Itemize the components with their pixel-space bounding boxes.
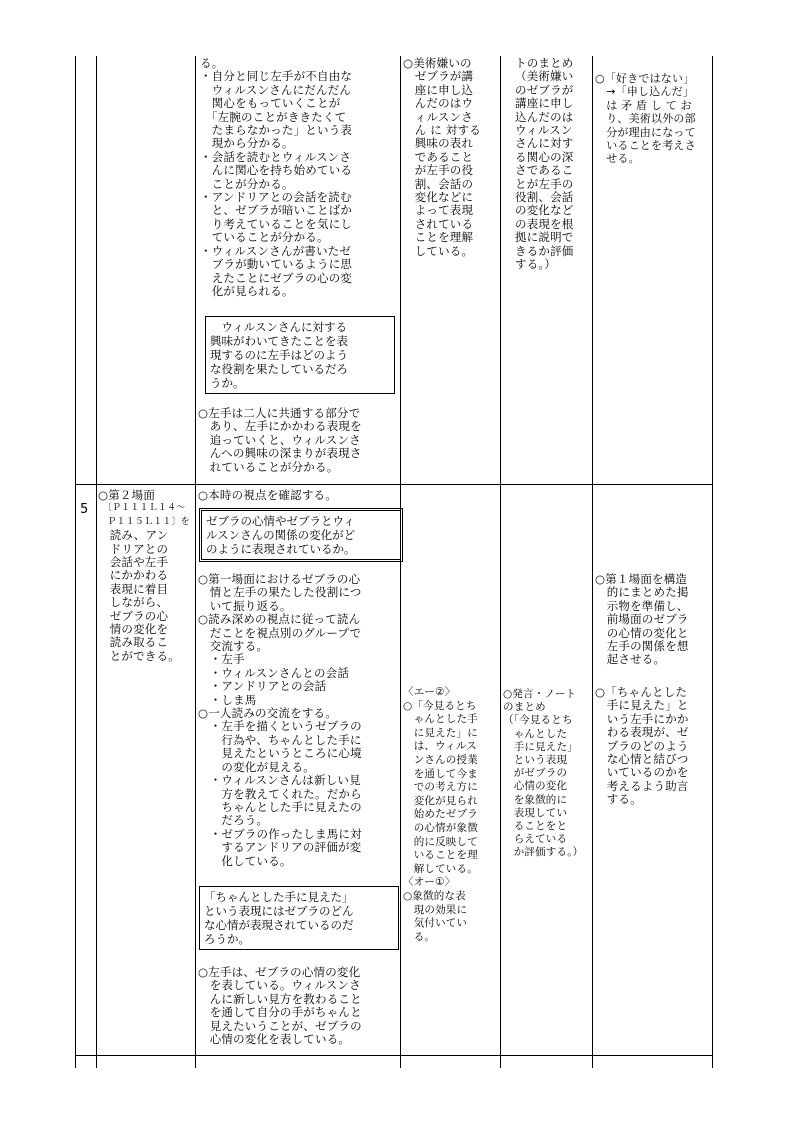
text-line: ゃんとした [503,727,568,740]
text-line: か評価する。） [503,846,584,859]
text-line: うか。 [210,376,245,390]
text-line: あり、左手にかかわる表現を [198,419,362,434]
prev-activity-lines-b [198,407,398,474]
text-line: な役割を果たしているだろ [210,362,348,376]
text-line: 起させる。 [595,652,666,667]
text-line: ろうか。 [204,932,250,946]
text-line: を通して今ま [403,767,478,780]
text-line: にかかわる [98,568,169,583]
text-line: 「ちゃんとした手に見えた」 [204,890,354,904]
text-line: せる。 [595,152,640,166]
text-line: ○読み深めの視点に従って読ん [198,612,361,627]
text-line: ○本時の視点を確認する。 [198,488,337,502]
text-line: 左手の関係を想 [595,639,689,654]
text-line: は 矛 盾 し て お [595,98,692,112]
text-line: な心情が表現されているのだ [204,918,354,932]
text-line: さであるこ [515,163,574,178]
text-line: ん に 対する [403,123,481,138]
text-line: 講座に申し [515,96,574,111]
question-box [205,316,395,394]
text-line: 情と左手の果たした役割につ [198,585,362,600]
text-line: ・ウィルスンさんとの会話 [198,665,350,680]
text-line: らえている [503,833,568,846]
text-line: と、ゼブラが暗いことばか [200,203,353,218]
text-line: よって表現 [403,203,474,218]
text-line: だろう。 [198,813,269,828]
text-line: とが左手の [515,176,574,191]
text-line: さんに対す [515,136,574,151]
text-line: 追っていくと、ウィルスンさ [198,432,361,447]
text-line: 現の効果に [403,903,468,916]
text-line: ○「今見るとち [403,699,477,712]
text-line: ウィルスンさんにだんだん [200,82,352,97]
text-line: 情の変化を [98,622,169,637]
text-line: 会話や左手 [98,555,169,570]
text-line: いることを考えさ [595,139,696,153]
text-line: ンさんの授業 [403,753,478,766]
text-line: ・自分と同じ左手が不自由な [200,69,353,84]
text-line: されている [403,216,474,231]
text-line: 座に申し込 [403,82,474,97]
text-line: 〈オー①〉 [403,876,456,889]
text-line: ゃんとした手 [403,713,478,726]
row5-goal [98,489,194,663]
text-line: いう左手にかか [595,711,689,726]
text-line: のように表現されているか。 [206,542,356,556]
text-line: えたことにゼブラの心の変 [200,270,353,285]
text-line: 手に見えた」 [503,740,578,753]
text-line: 化している。 [198,853,292,868]
row-divider [75,484,713,485]
text-line: り考えていることを気にし [200,216,353,231]
text-line: 的に反映して [403,835,478,848]
row5-activity-lines-b [198,966,398,1046]
prev-support [595,72,711,166]
text-line: だことを視点別のグループで [198,625,362,640]
row5-support-b [595,686,711,807]
table-divider-number [96,56,97,1068]
text-line: 見えたいうことが、ゼブラの [198,1018,362,1033]
text-line: 読み取るこ [98,635,169,650]
text-line: 〔Ｐ１１１Ｌ１４～ [98,503,186,514]
text-line: している。 [403,243,474,258]
text-line: きるか評価 [515,243,574,258]
text-line: ○「ちゃんとした [595,685,688,699]
text-line: 「左腕のことがききたくて [200,109,347,124]
text-line: 見えたというところに心境 [198,746,362,761]
text-line: ことを理解 [403,230,474,245]
text-line: での考え方に [403,781,478,794]
question-box [199,886,399,950]
text-line: ○発言・ノート [503,688,577,700]
text-line: しながら、 [98,595,169,610]
text-line: 読み、アン [98,528,169,543]
text-line: の心情の変化と [595,625,689,640]
text-line: る。 [200,56,224,70]
text-line: 的にまとめた掲 [595,585,689,600]
text-line: り、美術以外の部 [595,112,696,126]
text-line: ることをと [503,820,568,833]
table-border-right [712,56,713,1068]
row5-activity-lines-a [198,573,398,868]
text-line: ちゃんとした手に見えたの [198,799,362,814]
text-line: 行為や、ちゃんとした手に [198,732,362,747]
text-line: ていることが分かる。 [200,230,329,245]
text-line: いて振り返る。 [198,598,292,613]
text-line: は、ウィルス [403,740,477,753]
text-line: トのまとめ [515,56,574,70]
text-line: に見えた」に [403,726,478,739]
text-line: 表現に着目 [98,581,169,596]
text-line: であること [403,149,474,164]
text-line: ○第１場面を構造 [595,572,688,586]
table-divider-method [592,56,593,1068]
text-line: の変化など [515,203,574,218]
text-line: という表現 [503,754,568,767]
text-line: ブラのどのよう [595,738,689,753]
text-line: ・しま馬 [198,692,257,707]
text-line: ゼブラの心情やゼブラとウィ [206,514,355,528]
text-line: ・ウィルスンさんが書いたゼ [200,243,352,258]
text-line: ブラが動いているように思 [200,257,353,272]
text-line: が左手の役 [403,163,474,178]
text-line: を表している。ウィルスンさ [198,978,361,993]
table-row-end-line [75,1055,713,1056]
text-line: という表現にはゼブラのどん [204,904,354,918]
text-line: 考えるよう助言 [595,778,689,793]
text-line: する。） [515,257,557,272]
table-divider-goal [195,56,196,1068]
prev-method [515,57,591,272]
text-line: のゼブラが [515,82,574,97]
text-line: る。 [403,930,436,943]
text-line: 表現してい [503,806,568,819]
text-line: 込んだのは [515,109,574,124]
text-line: んへの興味の深まりが表現さ [198,446,362,461]
text-line: んに関心を持ち始めている [200,163,353,178]
text-line: ・アンドリアとの会話を読む [200,190,352,205]
text-line: 手に見えた」と [595,698,689,713]
text-line: ・アンドリアとの会話 [198,679,327,694]
text-line: 前場面のゼブラ [595,612,689,627]
text-line: ィルスンさ [403,109,473,124]
lesson-goal-box [199,508,403,562]
text-line: ○「好きではない」 [595,72,695,85]
text-line: Ｐ１１５Ｌ１１〕を [98,516,191,527]
row5-support-a [595,573,711,667]
text-line: いることを理 [403,849,478,862]
text-line: とができる。 [98,648,180,663]
text-line: ゼブラの心 [98,608,169,623]
text-line: 変化が見られ [403,794,478,807]
text-line: ○左手は二人に共通する部分で [198,406,361,420]
text-line: 興味がわいてきたことを表 [210,334,348,348]
prev-criteria [403,57,499,258]
text-line: ・会話を読むとウィルスンさ [200,149,352,164]
text-line: たまらなかった」という表 [200,123,353,138]
text-line: 興味の表れ [403,136,474,151]
text-line: ○美術嫌いの [403,56,472,70]
text-line: 割、会話の [403,176,474,191]
text-line: んに新しい見方を教わること [198,991,362,1006]
table-border-left [75,56,76,1068]
text-line: 役割、会話 [515,190,574,205]
text-line: ○象徴的な表 [403,889,466,902]
text-line: の変化が見える。 [198,759,315,774]
text-line: 分が理由になって [595,125,696,139]
text-line: ゼブラが講 [403,69,474,84]
text-line: 拠に説明で [515,230,574,245]
text-line: ○第一場面におけるゼブラの心 [198,572,361,586]
row-number: 5 [80,502,89,517]
text-line: （「今見るとち [503,714,573,727]
text-line: 変化などに [403,190,474,205]
text-line: な心情と結びつ [595,752,689,767]
text-line: の心情が象徴 [403,821,478,834]
text-line: する。 [595,792,642,807]
text-line: 解している。 [403,862,478,875]
text-line: 心情の変化を表している。 [198,1032,351,1047]
text-line: の表現を根 [515,216,574,231]
row5-activity-first [198,489,398,502]
text-line: ・ウィルスンさんは新しい見 [198,773,361,788]
row5-method [503,688,591,860]
text-line: ドリアとの [98,541,169,556]
text-line: 方を教えてくれた。だから [198,786,362,801]
text-line: ○左手は、ゼブラの心情の変化 [198,965,361,979]
text-line: を象徴的に [503,793,568,806]
text-line: →「申し込んだ」 [595,85,695,99]
text-line: る関心の深 [515,149,574,164]
text-line: 気付いてい [403,917,468,930]
text-line: いているのかを [595,765,689,780]
text-line: ・左手 [198,652,245,667]
text-line: ことが分かる。 [200,176,294,191]
text-line: ・左手を描くというゼブラの [198,719,362,734]
text-line: を通して自分の手がちゃんと [198,1005,362,1020]
text-line: 心情の変化 [503,780,568,793]
text-line: 〈エー②〉 [403,686,456,698]
text-line: 現から分かる。 [200,136,294,151]
table-divider-criteria [500,56,501,1068]
text-line: ルスンさんの関係の変化がど [206,528,356,542]
prev-activity-lines-a [200,57,398,298]
text-line: 現するのに左手はどのよう [210,348,348,362]
text-line: んだのはウ [403,96,474,111]
text-line: 示物を準備し、 [595,598,689,613]
text-line: ・ゼブラの作ったしま馬に対 [198,826,362,841]
text-line: ウィルスン [515,123,573,138]
row5-criteria [403,686,499,944]
table-divider-activity [400,56,401,1068]
text-line: のまとめ [503,701,546,714]
text-line: わる表現が、ゼ [595,725,689,740]
text-line: 化が見られる。 [200,283,294,298]
text-line: （美術嫌い [515,69,574,84]
text-line: れていることが分かる。 [198,459,339,474]
text-line: 交流する。 [198,639,269,654]
text-line: するアンドリアの評価が変 [198,840,362,855]
text-line: 始めたゼブラ [403,808,478,821]
text-line: ○第２場面 [98,488,156,502]
text-line: がゼブラの [503,767,568,780]
text-line: 関心をもっていくことが [200,96,341,111]
text-line: ウィルスンさんに対する [210,320,347,334]
text-line: ○一人読みの交流をする。 [198,706,337,721]
